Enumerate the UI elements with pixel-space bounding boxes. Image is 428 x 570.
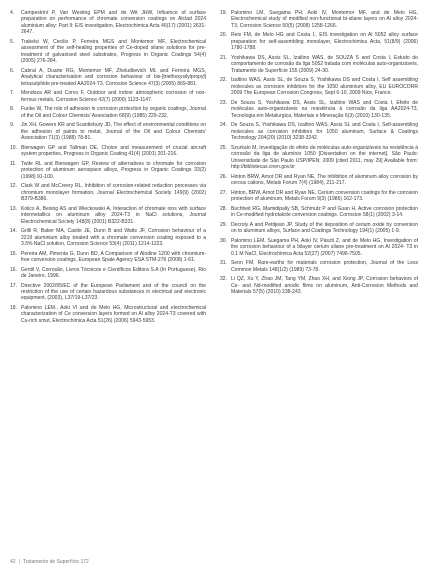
reference-text: Palomino LEM., Aoki VI and de Melo HG, Microstructural and electrochemical characterization of Ce conversion layers formed on Al alloy 2024-T3 covered with Cu-rich smut, Electrochimica Acta 51(26) (2006) 5943-5953.: [21, 304, 206, 324]
reference-item: [10, 206, 206, 225]
reference-text: Mendoza AR and Corvo F, Outdoor and indoor atmospheric corrosion of non-ferrous metals, Corrosion Science 42(7) (2000) 1123-1147.: [21, 90, 206, 103]
reference-text: Yoshikawa DS, Assis SL, Izaltino WAS, de SOUZA S and Costa I, Estudo do comportamento de corrosão da liga 5052 tratada com moléculas auto-organizáveis, Tratamento de Superfície 155 (2009) 24-30.: [231, 54, 418, 74]
reference-item: [220, 55, 418, 74]
reference-text: De Souza S, Yoshikawa DS, Izaltino WAS, Assis SL and Costa I, Self-assembling molecules as corrosion inhibitors for 1050 aluminum, Surface & Coatings Technology 204(20) (2010) 3238-3242.: [231, 122, 418, 142]
reference-number: 18.: [10, 304, 18, 311]
reference-item: [10, 183, 206, 202]
footer-separator: |: [18, 559, 20, 565]
reference-number: 6.: [10, 67, 15, 74]
reference-number: 17.: [10, 282, 18, 289]
reference-item: [10, 267, 206, 280]
reference-number: 9.: [10, 122, 15, 129]
reference-number: 7.: [10, 90, 15, 97]
reference-item: [10, 106, 206, 119]
reference-item: [220, 100, 418, 119]
reference-text: Trabelsi W, Cecilio P, Ferreira MGS and Montemor MF, Electrochemical assessment of the self-healing properties of Ce-doped silane solutions for pre-treatment of galvanised steel substrates, Progress in Organic Coatings 54(4) (2005) 276-284.: [21, 38, 206, 65]
reference-text: De Souza S, Yoshikawa DS, Assis SL, Izaltino WAS and Costa I, Efeito de moléculas auto-organizáveis na resistência à corrosão da liga AA2024-T3, Tecnologia em Metalurgica, Materiais e Mineração 6(3) (2010) 130-135.: [231, 99, 418, 119]
reference-number: 14.: [10, 228, 18, 235]
reference-text: Bierwagen GP and Tallman DE, Choice and measurement of crucial aircraft system properties, Progress in Organic Coating 41(4) (2001) 201-216.: [21, 144, 206, 158]
reference-item: [220, 238, 418, 257]
reference-text: Palomino LEM, Suegama PH, Aoki IV, Pászti Z, and de Melo HG, Investigation of the corrosion behaviour of a bilayer cerium silane pre-treatment on Al 2024- T3 in 0.1 M NaCl, Electrochimica Acta 52(27) (2007) 7496-7505.: [231, 237, 418, 257]
page-footer: [10, 559, 89, 565]
reference-item: [220, 190, 418, 203]
reference-item: [10, 251, 206, 264]
reference-item: [220, 260, 418, 273]
reference-number: 25.: [220, 144, 228, 151]
reference-number: 26.: [220, 173, 228, 180]
reference-item: [10, 161, 206, 180]
reference-text: Decroly A and Petitjean JP, Study of the deposition of cerium oxide by conversion on to aluminum alloys, Surface and Coatings Technology 194(1) (2005) 1-9.: [231, 221, 418, 235]
reference-text: Clark W and McCreery RL, Inhibition of corrosion-related reduction processes via chromium monolayer formation, Journal Electrochemical Society 149(9) (2002) B379-B386.: [21, 183, 206, 203]
reference-text: Gentil V, Corrosão, Livros Técnicos e Científicos Editora S.A (In Portuguese), Rio de Janeiro, 1996.: [21, 266, 206, 279]
journal-name: Tratamento de Superfície 172: [22, 559, 89, 565]
reference-item: [10, 228, 206, 247]
reference-item: [220, 10, 418, 29]
reference-number: 12.: [10, 183, 18, 190]
reference-text: Szurkalo M, Investigação do efeito de moléculas auto-organizáveis na resistência à corrosão da liga de alumínio 1050 [Dissertation on the internet]. São Paulo: Universidade de São Paulo USP/IPEN; 2009 [cited 2011, may 29] Available from: http://bibliotecas.cnen.gov.br: [231, 144, 418, 171]
reference-number: 22.: [220, 77, 228, 84]
reference-item: [10, 122, 206, 141]
reference-item: [10, 68, 206, 87]
reference-item: [10, 305, 206, 324]
reference-number: 30.: [220, 237, 228, 244]
reference-text: Reis FM, de Melo HG and Costa I., EIS investigation on Al 5052 alloy surface preparation for self-assembling monolayer, Electrochimica Acta, 51(8/9) (2006) 1780-1788.: [231, 32, 418, 52]
reference-number: 8.: [10, 106, 15, 113]
reference-text: Hinton BRW, Arnot DR and Ryan NE, The inhibition of aluminum alloy corrosion by cerous cations, Metals Forum 7(4) (1984), 211-217.: [231, 173, 418, 187]
reference-text: Cabral A, Duarte RG, Montemor MF, Zheludkevich ML and Ferreira MGS, Analytical characterisation and corrosion behaviour of bis-[triethoxysilylpropyl] tetrasulphide pre-treated AA2024-T3, Corrosion Science 47(3) (2005) 869-881.: [21, 67, 206, 87]
references-right-column: [220, 10, 418, 299]
reference-text: Twite RL and Bierwagen GP, Review of alternatives to chromate for corrosion protection of aluminum aerospace alloys, Progress in Organic Coatings 33(2) (1998) 91-100.: [21, 160, 206, 180]
reference-number: 27.: [220, 189, 228, 196]
reference-number: 20.: [220, 32, 228, 39]
reference-text: Seon FM, Rare-earths for materials corrosion protection, Journal of the Less Common Metals 148(1/2) (1989) 73-78.: [231, 260, 418, 273]
reference-text: Jin XH, Gowers KR and Scantlebury JD, The effect of environmental conditions on the adhesion of paints to metal, Journal of the Oil and Colour Chemists' Association 71(3) (1988) 78-81.: [21, 122, 206, 142]
reference-text: Grilli R, Baker MA, Castle JE, Dunn B and Watts JF, Corrosion behaviour of a 2219 aluminium alloy treated with a chromate conversion coating exposed to a 3.5% NaCl solution, Corrosion Science 53(4) (2011) 1214-1223.: [21, 228, 206, 247]
reference-number: 19.: [220, 10, 228, 16]
reference-text: Pereira AM, Pimenta G, Dunn BD, A Comparison of Alodine 1200 with chromium-free conversion coatings, European Spate Agency ESA STM-276 (2008) 1-61.: [21, 250, 206, 263]
references-left-column: [10, 10, 206, 327]
reference-item: [220, 276, 418, 295]
reference-number: 32.: [220, 276, 228, 283]
reference-text: Hinton, BRW, Arnot DR and Ryan NE, Cerium conversion coatings for the corrosion protection of aluminum, Metals Forum 9(3) (1986) 162-173.: [231, 189, 418, 203]
reference-text: Palomino LM, Suegama PH, Aoki IV, Montemor MF, and de Melo HG, Electrochemical study of modified non-functional bi-silane layers on Al alloy 2024-T3, Corrosion Science 50(5) (2008) 1258-1266.: [231, 10, 418, 29]
reference-text: Directive 2002/95/EC of the European Parliament and of the council on the restriction of the use of certain hazardous substances in electrical and electronic equipment, (2003), L37/19-L37/23.: [21, 282, 206, 302]
reference-item: [220, 206, 418, 219]
reference-item: [10, 39, 206, 65]
reference-text: Campestrini P, Van Westing EPM and de Wit JHW, Influence of surface preparation on performance of chromate conversion coatings on Alclad 2024 aluminium alloy: Part II: EIS investigation, Electrochimica Acta 46(17) (2001) 2631-2647.: [21, 10, 206, 36]
reference-item: [10, 145, 206, 158]
reference-number: 21.: [220, 54, 228, 61]
reference-number: 10.: [10, 144, 18, 151]
reference-number: 4.: [10, 10, 15, 16]
reference-number: 5.: [10, 38, 15, 45]
reference-number: 23.: [220, 99, 228, 106]
reference-number: 11.: [10, 160, 17, 167]
reference-item: [10, 283, 206, 302]
reference-item: [10, 90, 206, 103]
reference-item: [220, 222, 418, 235]
reference-text: Kolics A, Besing AS and Wieckowski A, Interaction of chromate ions with surface intermetallics on aluminum alloy 2024-T3 in NaCl solutions, Journal Electrochemical Society 148(8) (2001) B322-B331.: [21, 205, 206, 225]
reference-item: [220, 32, 418, 51]
reference-text: Funke W, The role of adhesion in corrosion protection by organic coatings, Journal of the Oil and Colour Chemists' Association 68(9) (1985) 229-232.: [21, 106, 206, 119]
reference-number: 16.: [10, 266, 18, 273]
reference-text: Buchheit RG, Mamidipally SB, Schmutz P and Guan H, Active corrosion protection in Ce-modified hydrotalcite conversion coatings. Corrosion 58(1) (2002) 3-14.: [231, 205, 418, 219]
reference-number: 24.: [220, 122, 228, 129]
page-number: 42: [10, 559, 16, 565]
reference-item: [220, 145, 418, 171]
reference-item: [220, 77, 418, 96]
reference-number: 31.: [220, 260, 228, 267]
reference-text: Li QZ, Xu Y, Zhao JM, Tang YM, Zhao XH, and Xiong JP, Corrosion behaviors of Ce- and Nd-modified anodic films on aluminum, Anti-Corrosion Methods and Materials 57(5) (2010) 238-243.: [231, 276, 418, 295]
reference-number: 28.: [220, 205, 228, 212]
reference-text: Izaltino WAS, Assis SL, de Souza S, Yoshikawa DS and Costa I, Self assembling molecules as corrosion inhibitors for the 1050 aluminium alloy, EU EUROCORR 2009 The European Corrosion Congress, Sept 6-10, 2009 Nice, France.: [231, 77, 418, 97]
reference-number: 13.: [10, 205, 18, 212]
reference-number: 15.: [10, 250, 18, 257]
reference-item: [220, 122, 418, 141]
reference-item: [220, 174, 418, 187]
reference-number: 29.: [220, 221, 228, 228]
reference-item: [10, 10, 206, 36]
